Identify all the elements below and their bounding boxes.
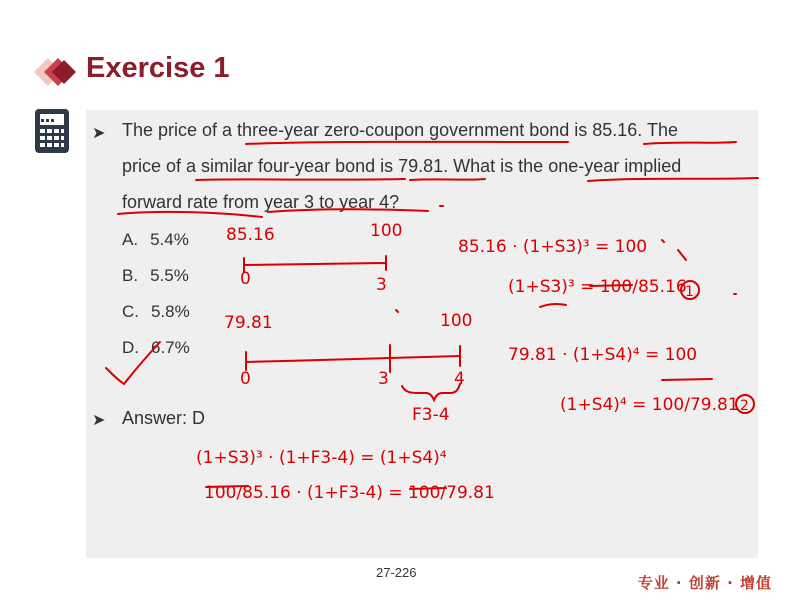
- calculator-icon: [34, 108, 70, 154]
- hw-t4b: 4: [454, 369, 465, 389]
- option-a: A. 5.4%: [122, 230, 189, 249]
- hw-t3: 3: [376, 275, 387, 295]
- hw-face-4yr: 100: [440, 311, 473, 331]
- slogan-text: 专业 · 创新 · 增值: [637, 574, 772, 592]
- hw-eq5: (1+S3)³ · (1+F3-4) = (1+S4)⁴: [196, 448, 447, 468]
- content-panel: [86, 110, 758, 558]
- hw-eq4-label: 2: [740, 398, 749, 414]
- hw-eq2-label: 1: [685, 284, 694, 300]
- hw-t3b: 3: [378, 369, 389, 389]
- hw-eq6: 100/85.16 · (1+F3-4) = 100/79.81: [204, 483, 495, 503]
- option-d: D. 6.7%: [122, 338, 190, 357]
- hw-eq3: 79.81 · (1+S4)⁴ = 100: [508, 345, 698, 365]
- bullet-arrow-icon: ➤: [92, 125, 106, 142]
- question-line-3: forward rate from year 3 to year 4?: [122, 192, 400, 212]
- answer-text: Answer: D: [122, 408, 206, 428]
- hw-eq2: (1+S3)³ = 100/85.16: [508, 277, 687, 297]
- page-number: 27-226: [376, 565, 417, 580]
- hw-eq4: (1+S4)⁴ = 100/79.81: [560, 395, 739, 415]
- option-c: C. 5.8%: [122, 302, 190, 321]
- hw-price-4yr: 79.81: [224, 313, 273, 333]
- diamond-logo-icon: [20, 52, 80, 92]
- question-line-2: price of a similar four-year bond is 79.81. What is the one-year implied: [122, 156, 682, 176]
- page-title: Exercise 1: [86, 52, 230, 84]
- bullet-arrow-icon: ➤: [92, 412, 106, 429]
- hw-face-3yr: 100: [370, 221, 403, 241]
- question-line-1: The price of a three-year zero-coupon government bond is 85.16. The: [122, 120, 678, 140]
- hw-price-3yr: 85.16: [226, 225, 275, 245]
- hw-t0b: 0: [240, 369, 251, 389]
- hw-eq1: 85.16 · (1+S3)³ = 100: [458, 237, 648, 257]
- option-b: B. 5.5%: [122, 266, 189, 285]
- hw-t0: 0: [240, 269, 251, 289]
- hw-forward: F3-4: [412, 405, 450, 425]
